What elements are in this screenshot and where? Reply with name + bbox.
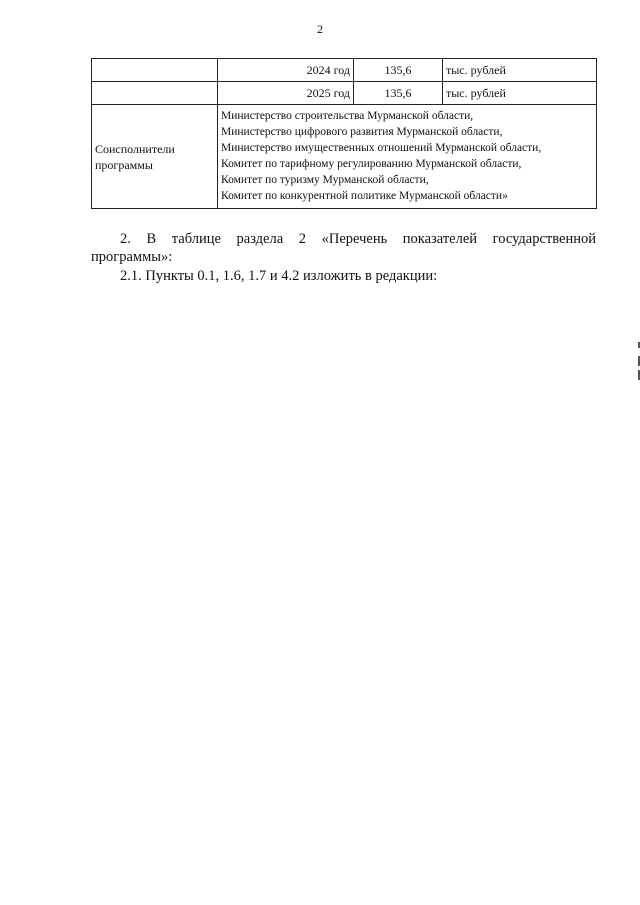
coexecutor-item: Комитет по тарифному регулированию Мурманской области, [221,158,522,170]
empty-label-cell [92,82,218,105]
year-cell: 2025 год [218,82,354,105]
page-number: 2 [317,22,323,36]
empty-label-cell [92,59,218,82]
unit-cell: тыс. рублей [443,59,597,82]
amount-cell: 135,6 [354,82,443,105]
table-row-2024 [92,59,597,82]
paragraph-section-2: 2. В таблице раздела 2 «Перечень показателей государственной программы»: [91,231,596,265]
amount-cell: 135,6 [354,59,443,82]
coexecutors-label-line: программы [95,157,153,172]
coexecutor-item: Министерство строительства Мурманской области, [221,110,474,122]
coexecutor-item: Комитет по конкурентной политике Мурманской области» [221,190,508,202]
coexecutors-list [218,105,597,209]
table-row-2025 [92,82,597,105]
coexecutors-label [92,105,218,209]
coexecutor-item: Министерство цифрового развития Мурманской области, [221,126,503,138]
coexecutors-label-line: Соисполнители [95,141,175,156]
unit-cell: тыс. рублей [443,82,597,105]
coexecutor-item: Министерство имущественных отношений Мурманской области, [221,142,542,154]
paragraph-section-2-1: 2.1. Пункты 0.1, 1.6, 1.7 и 4.2 изложить в редакции: [120,268,438,284]
table-row-coexecutors [92,105,597,209]
program-table [91,58,597,209]
year-cell: 2024 год [218,59,354,82]
coexecutor-item: Комитет по туризму Мурманской области, [221,174,429,186]
